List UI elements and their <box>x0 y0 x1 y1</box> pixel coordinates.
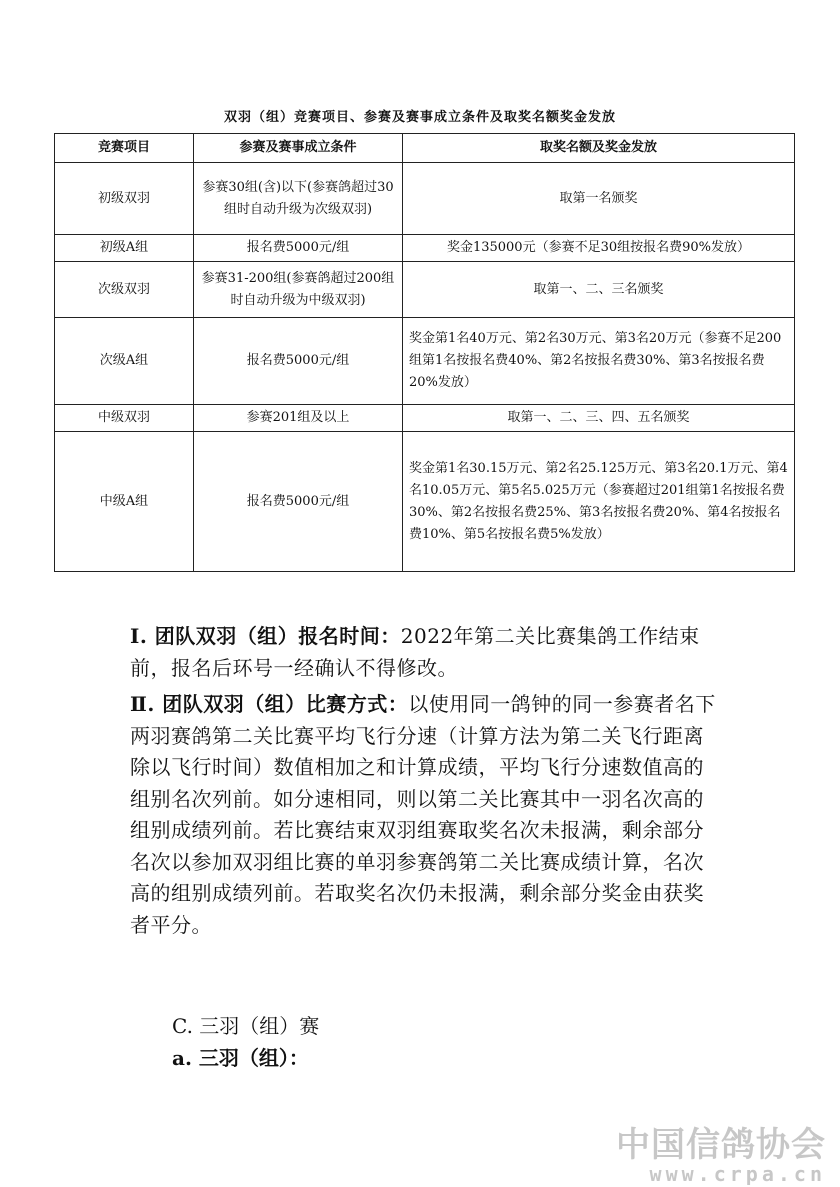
cell-prize: 奖金135000元（参赛不足30组按报名费90%发放） <box>403 235 795 262</box>
cell-condition: 参赛31-200组(参赛鸽超过200组时自动升级为中级双羽) <box>194 262 403 318</box>
subheading-three-feather: a. 三羽（组）： <box>172 1046 309 1070</box>
table-row <box>55 163 795 235</box>
section-2-title: Ⅱ. 团队双羽（组）比赛方式： <box>130 692 409 716</box>
cell-event: 初级A组 <box>55 235 194 262</box>
section-1-title: Ⅰ. 团队双羽（组）报名时间： <box>130 624 401 648</box>
cell-prize: 奖金第1名30.15万元、第2名25.125万元、第3名20.1万元、第4名10.05万元、第5名5.025万元（参赛超过201组第1名按报名费30%、第2名按报名费25%、第3名按报名费20%、第4名按报名费10%、第5名按报名费5%发放） <box>403 432 795 572</box>
cell-event: 初级双羽 <box>55 163 194 235</box>
section-competition-method <box>130 689 720 941</box>
cell-event: 中级双羽 <box>55 405 194 432</box>
cell-event: 次级双羽 <box>55 262 194 318</box>
table-header-row <box>55 134 795 163</box>
header-event: 竞赛项目 <box>55 134 194 163</box>
cell-condition: 报名费5000元/组 <box>194 235 403 262</box>
cell-condition: 报名费5000元/组 <box>194 432 403 572</box>
table-row <box>55 318 795 405</box>
watermark <box>616 1117 826 1186</box>
header-condition: 参赛及赛事成立条件 <box>194 134 403 163</box>
section-2-body: 以使用同一鸽钟的同一参赛者名下两羽赛鸽第二关比赛平均飞行分速（计算方法为第二关飞行距离除以飞行时间）数值相加之和计算成绩，平均飞行分速数值高的组别名次列前。如分速相同，则以第二关比赛其中一羽名次高的组别成绩列前。若比赛结束双羽组赛取奖名次未报满，剩余部分名次以参加双羽组比赛的单羽参赛鸽第二关比赛成绩计算，名次高的组别成绩列前。若取奖名次仍未报满，剩余部分奖金由获奖者平分。 <box>130 692 716 937</box>
table-row <box>55 262 795 318</box>
rules-table <box>54 133 795 572</box>
cell-event: 次级A组 <box>55 318 194 405</box>
cell-condition: 参赛201组及以上 <box>194 405 403 432</box>
watermark-url: www.crpa.cn <box>649 1162 826 1186</box>
heading-three-feather: C. 三羽（组）赛 <box>172 1014 320 1038</box>
cell-prize: 取第一名颁奖 <box>403 163 795 235</box>
cell-prize: 取第一、二、三名颁奖 <box>403 262 795 318</box>
table-title: 双羽（组）竞赛项目、参赛及赛事成立条件及取奖名额奖金发放 <box>223 110 616 125</box>
section-1-body: 2022年第二关比赛集鸽工作结束前，报名后环号一经确认不得修改。 <box>130 624 700 680</box>
cell-prize: 奖金第1名40万元、第2名30万元、第3名20万元（参赛不足200组第1名按报名费40%、第2名按报名费30%、第3名按报名费20%发放） <box>403 318 795 405</box>
table-row <box>55 405 795 432</box>
cell-event: 中级A组 <box>55 432 194 572</box>
table-row <box>55 432 795 572</box>
cell-condition: 报名费5000元/组 <box>194 318 403 405</box>
header-prize: 取奖名额及奖金发放 <box>403 134 795 163</box>
table-row <box>55 235 795 262</box>
cell-condition: 参赛30组(含)以下(参赛鸽超过30组时自动升级为次级双羽) <box>194 163 403 235</box>
cell-prize: 取第一、二、三、四、五名颁奖 <box>403 405 795 432</box>
section-registration-time <box>130 621 720 684</box>
watermark-name: 中国信鸽协会 <box>616 1125 826 1165</box>
